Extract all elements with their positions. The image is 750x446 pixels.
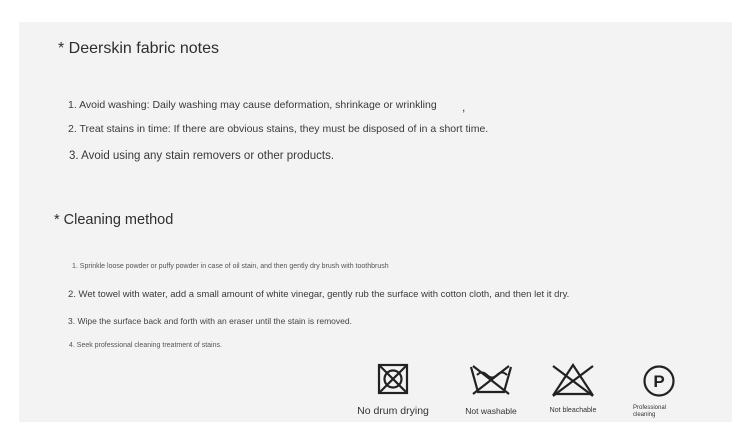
care-symbol-label: Not bleachable	[549, 407, 597, 414]
deerskin-notes-heading: * Deerskin fabric notes	[58, 40, 219, 57]
care-symbol-label: No drum drying	[357, 405, 429, 417]
cleaning-step: 2. Wet towel with water, add a small amount of white vinegar, gently rub the surface with cotton cloth, and then let it dry.	[68, 289, 570, 300]
care-symbol-no-drum-drying	[352, 363, 434, 417]
not-bleachable-icon	[551, 363, 595, 397]
no-drum-drying-icon	[377, 363, 409, 395]
cleaning-step: 3. Wipe the surface back and forth with an eraser until the stain is removed.	[68, 316, 352, 326]
care-symbol-label: Professional cleaning	[633, 405, 667, 419]
cleaning-method-heading: * Cleaning method	[54, 212, 174, 228]
stray-comma: ,	[462, 100, 466, 114]
care-symbol-not-bleachable	[538, 363, 608, 414]
svg-text:P: P	[653, 372, 665, 391]
care-symbol-not-washable	[456, 363, 526, 416]
care-symbol-label: Not washable	[465, 406, 517, 416]
professional-cleaning-icon	[642, 364, 676, 398]
deerskin-note-item: 1. Avoid washing: Daily washing may cause deformation, shrinkage or wrinkling	[68, 99, 437, 111]
care-symbol-professional-cleaning	[630, 364, 690, 419]
cleaning-step: 4. Seek professional cleaning treatment of stains.	[69, 342, 222, 349]
cleaning-step: 1. Sprinkle loose powder or puffy powder in case of oil stain, and then gently dry brush with toothbrush	[72, 263, 389, 270]
deerskin-note-item: 3. Avoid using any stain removers or other products.	[69, 150, 335, 162]
deerskin-note-item: 2. Treat stains in time: If there are obvious stains, they must be disposed of in a short time.	[68, 123, 489, 135]
not-washable-icon	[469, 363, 513, 395]
